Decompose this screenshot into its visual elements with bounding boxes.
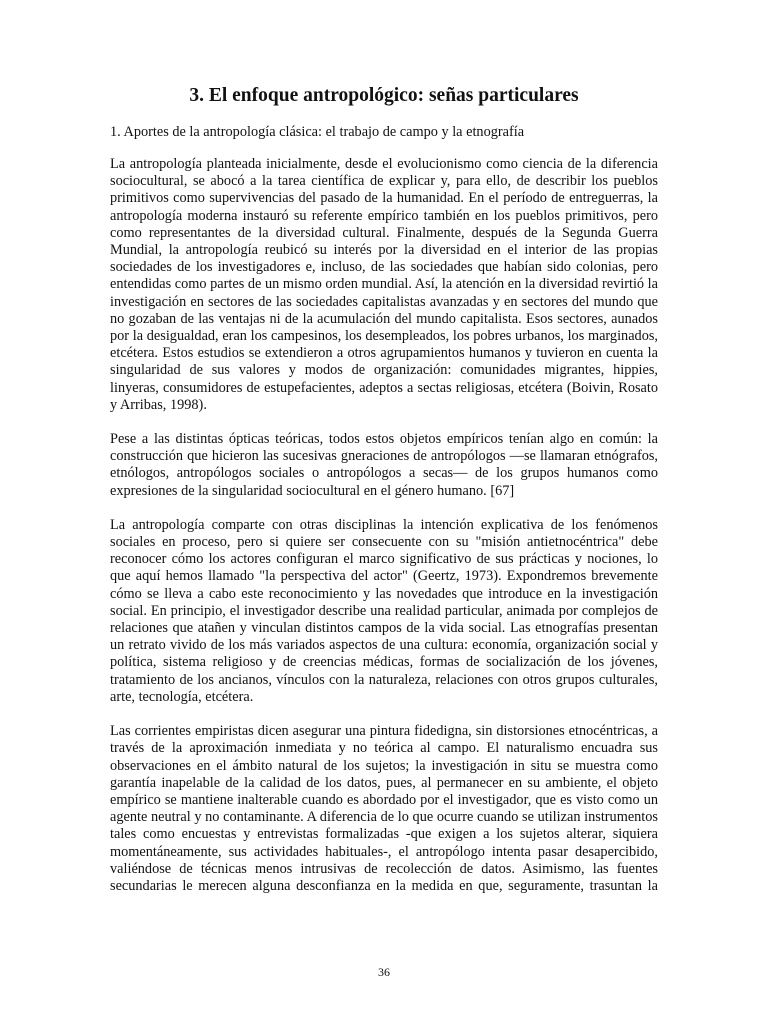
paragraph-3: La antropología comparte con otras disciplinas la intención explicativa de los fenómenos sociales en proceso, pero si quiere ser consecuente con su "misión antietnocéntrica" debe reconocer cómo los actores configuran el marco significativo de sus prácticas y nociones, lo que aquí hemos llamado "la perspectiva del actor" (Geertz, 1973). Expondremos brevemente cómo se lleva a cabo este reconocimiento y las novedades que introduce en la investigación social. En principio, el investigador describe una realidad particular, animada por complejos de relaciones que atañen y vinculan distintos campos de la vida social. Las etnografías presentan un retrato vivido de los más variados aspectos de una cultura: economía, organización social y política, sistema religioso y de creencias médicas, formas de socialización de los jóvenes, tratamiento de los ancianos, vínculos con la naturaleza, relaciones con otros grupos culturales, arte, tecnología, etcétera. — [110, 516, 658, 705]
paragraph-1: La antropología planteada inicialmente, desde el evolucionismo como ciencia de la diferencia sociocultural, se abocó a la tarea científica de explicar y, para ello, de describir los pueblos primitivos como supervivencias del pasado de la humanidad. En el período de entreguerras, la antropología moderna instauró su referente empírico también en los pueblos primitivos, pero como representantes de la diversidad cultural. Finalmente, después de la Segunda Guerra Mundial, la antropología reubicó su interés por la diversidad en el interior de las propias sociedades de los investigadores e, incluso, de las sociedades que habían sido colonias, pero entendidas como partes de un mismo orden mundial. Así, la atención en la diversidad revirtió la investigación en sectores de las sociedades capitalistas avanzadas y en sectores del mundo que no gozaban de las ventajas ni de la acumulación del mundo capitalista. Esos sectores, aunados por la desigualdad, eran los campesinos, los desempleados, los pobres urbanos, los marginados, etcétera. Estos estudios se extendieron a otros agrupamientos humanos y tuvieron en cuenta la singularidad de sus valores y modos de organización: comunidades migrantes, hippies, linyeras, consumidores de estupefacientes, adeptos a sectas religiosas, etcétera (Boivin, Rosato y Arribas, 1998). — [110, 156, 658, 413]
document-page — [110, 84, 658, 912]
chapter-title: 3. El enfoque antropológico: señas particulares — [189, 85, 579, 106]
paragraph-2: Pese a las distintas ópticas teóricas, todos estos objetos empíricos tenían algo en común: la construcción que hicieron las sucesivas gneraciones de antropólogos —se llamaran etnógrafos, etnólogos, antropólogos sociales o antropólogos a secas— de los grupos humanos como expresiones de la singularidad sociocultural en el género humano. [67] — [110, 431, 658, 499]
section-heading: 1. Aportes de la antropología clásica: el trabajo de campo y la etnografía — [110, 124, 525, 140]
paragraph-4: Las corrientes empiristas dicen asegurar una pintura fidedigna, sin distorsiones etnocéntricas, a través de la aproximación inmediata y no teórica al campo. El naturalismo encuadra sus observaciones en el ámbito natural de los sujetos; la investigación in situ se muestra como garantía inapelable de la calidad de los datos, pues, al permanecer en su ambiente, el objeto empírico se mantiene inalterable cuando es abordado por el investigador, que es visto como un agente neutral y no contaminante. A diferencia de lo que ocurre cuando se utilizan instrumentos tales como encuestas y entrevistas formalizadas -que exigen a los sujetos alterar, siquiera momentáneamente, sus actividades habituales-, el antropólogo intenta pasar desapercibido, valiéndose de técnicas menos intrusivas de recolección de datos. Asimismo, las fuentes secundarias le merecen alguna desconfianza en la medida en que, seguramente, trasuntan la — [110, 723, 658, 894]
page-number: 36 — [378, 965, 390, 979]
